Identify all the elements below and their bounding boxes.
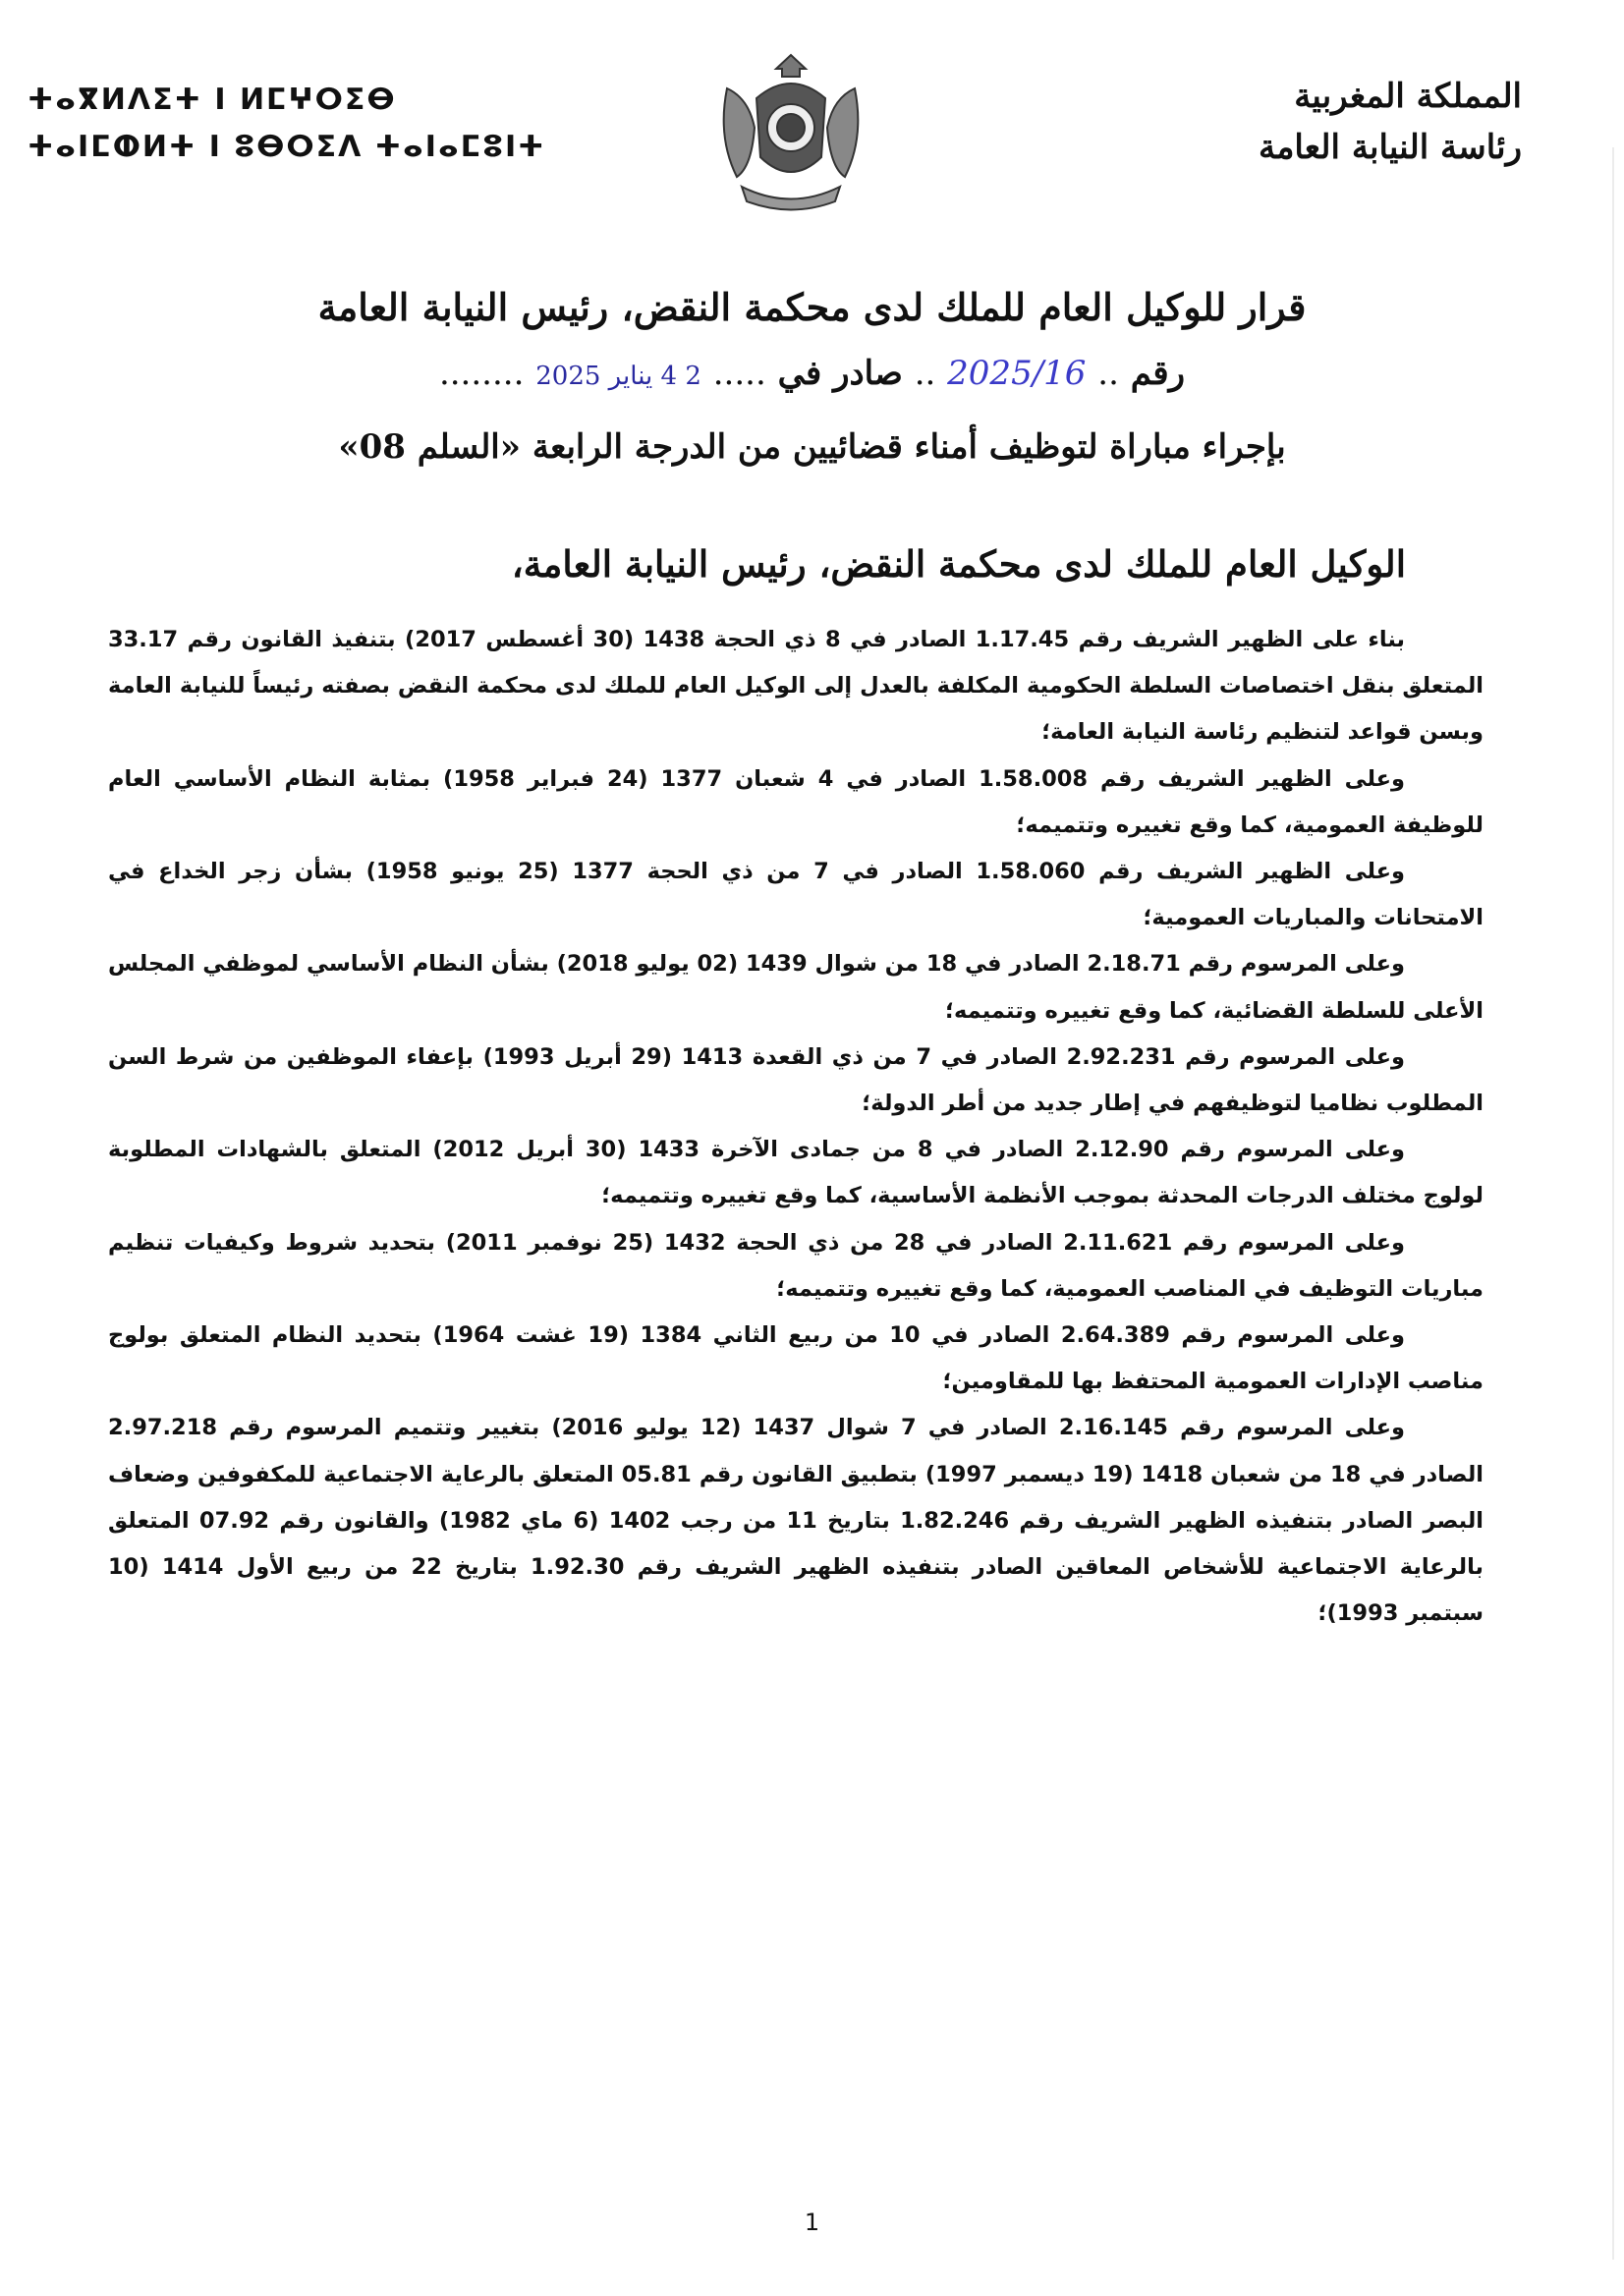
document-body <box>108 617 1484 1637</box>
royal-coat-of-arms-icon <box>698 49 884 216</box>
paragraph: وعلى الظهير الشريف رقم 1.58.060 الصادر في 7 من ذي الحجة 1377 (25 يونيو 1958) بشأن زجر الخداع في الامتحانات والمباريات العمومية؛ <box>108 859 1484 931</box>
kingdom-header <box>1148 71 1522 173</box>
page-number: 1 <box>804 2209 820 2236</box>
kingdom-name: المملكة المغربية <box>1294 77 1522 116</box>
paragraph: وعلى الظهير الشريف رقم 1.58.008 الصادر في 4 شعبان 1377 (24 فبراير 1958) بمثابة النظام الأساسي العام للوظيفة العمومية، كما وقع تغييره وتتميمه؛ <box>108 765 1484 838</box>
tifinagh-header <box>28 77 546 171</box>
decision-title: قرار للوكيل العام للملك لدى محكمة النقض، رئيس النيابة العامة <box>317 285 1307 329</box>
issued-label: صادر في <box>777 354 903 393</box>
presidency-name: رئاسة النيابة العامة <box>1258 128 1522 167</box>
decision-subject: بإجراء مباراة لتوظيف أمناء قضائيين من الدرجة الرابعة «السلم 08» <box>338 427 1286 467</box>
tifinagh-line-2: ⵜⴰⵏⵎⵀⵍⵜ ⵏ ⵓⴱⵔⵉⴷ ⵜⴰⵏⴰⵎⵓⵏⵜ <box>28 130 546 164</box>
decision-number: 2025/16 <box>947 354 1087 393</box>
paragraph: وعلى المرسوم رقم 2.18.71 الصادر في 18 من شوال 1439 (02 يوليو 2018) بشأن النظام الأساسي لموظفي المجلس الأعلى للسلطة القضائية، كما وقع تغييره وتتميمه؛ <box>108 951 1484 1024</box>
paragraph: بناء على الظهير الشريف رقم 1.17.45 الصادر في 8 ذي الحجة 1438 (30 أغسطس 2017) بتنفيذ القانون رقم 33.17 المتعلق بنقل اختصاصات السلطة الحكومية المكلفة بالعدل إلى الوكيل العام للملك لدى محكمة النقض بصفته رئيساً للنيابة العامة وبسن قواعد لتنظيم رئاسة النيابة العامة؛ <box>108 627 1484 746</box>
decision-number-line: رقم .. 2025/16 .. صادر في ..... 2 4 يناير 2025 ........ <box>438 354 1186 393</box>
number-prefix: رقم <box>1130 354 1186 393</box>
paragraph: وعلى المرسوم رقم 2.92.231 الصادر في 7 من ذي القعدة 1413 (29 أبريل 1993) بإعفاء الموظفين من شرط السن المطلوب نظاميا لتوظيفهم في إطار جديد من أطر الدولة؛ <box>108 1043 1484 1117</box>
paragraph: وعلى المرسوم رقم 2.16.145 الصادر في 7 شوال 1437 (12 يوليو 2016) بتغيير وتتميم المرسوم رقم 2.97.218 الصادر في 18 من شعبان 1418 (19 ديسمبر 1997) بتطبيق القانون رقم 05.81 المتعلق بالرعاية الاجتماعية للمكفوفين وضعاف البصر الصادر بتنفيذه الظهير الشريف رقم 1.82.246 بتاريخ 11 من رجب 1402 (6 ماي 1982) والقانون رقم 07.92 المتعلق بالرعاية الاجتماعية للأشخاص المعاقين الصادر بتنفيذه الظهير الشريف رقم 1.92.30 بتاريخ 22 من ربيع الأول 1414 (10 سبتمبر 1993)؛ <box>108 1415 1484 1627</box>
issued-date-stamp: 2 4 يناير 2025 <box>535 362 701 391</box>
issuer-heading: الوكيل العام للملك لدى محكمة النقض، رئيس النيابة العامة، <box>511 542 1406 586</box>
paragraph: وعلى المرسوم رقم 2.64.389 الصادر في 10 من ربيع الثاني 1384 (19 غشت 1964) بتحديد النظام المتعلق بولوج مناصب الإدارات العمومية المحتفظ بها للمقاومين؛ <box>108 1322 1484 1395</box>
paragraph: وعلى المرسوم رقم 2.11.621 الصادر في 28 من ذي الحجة 1432 (25 نوفمبر 2011) بتحديد شروط وكيفيات تنظيم مباريات التوظيف في المناصب العمومية، كما وقع تغييره وتتميمه؛ <box>108 1229 1484 1302</box>
scan-edge <box>1612 147 1614 2260</box>
tifinagh-line-1: ⵜⴰⴳⵍⴷⵉⵜ ⵏ ⵍⵎⵖⵔⵉⴱ <box>28 83 397 117</box>
paragraph: وعلى المرسوم رقم 2.12.90 الصادر في 8 من جمادى الآخرة 1433 (30 أبريل 2012) المتعلق بالشهادات المطلوبة لولوج مختلف الدرجات المحدثة بموجب الأنظمة الأساسية، كما وقع تغييره وتتميمه؛ <box>108 1137 1484 1209</box>
